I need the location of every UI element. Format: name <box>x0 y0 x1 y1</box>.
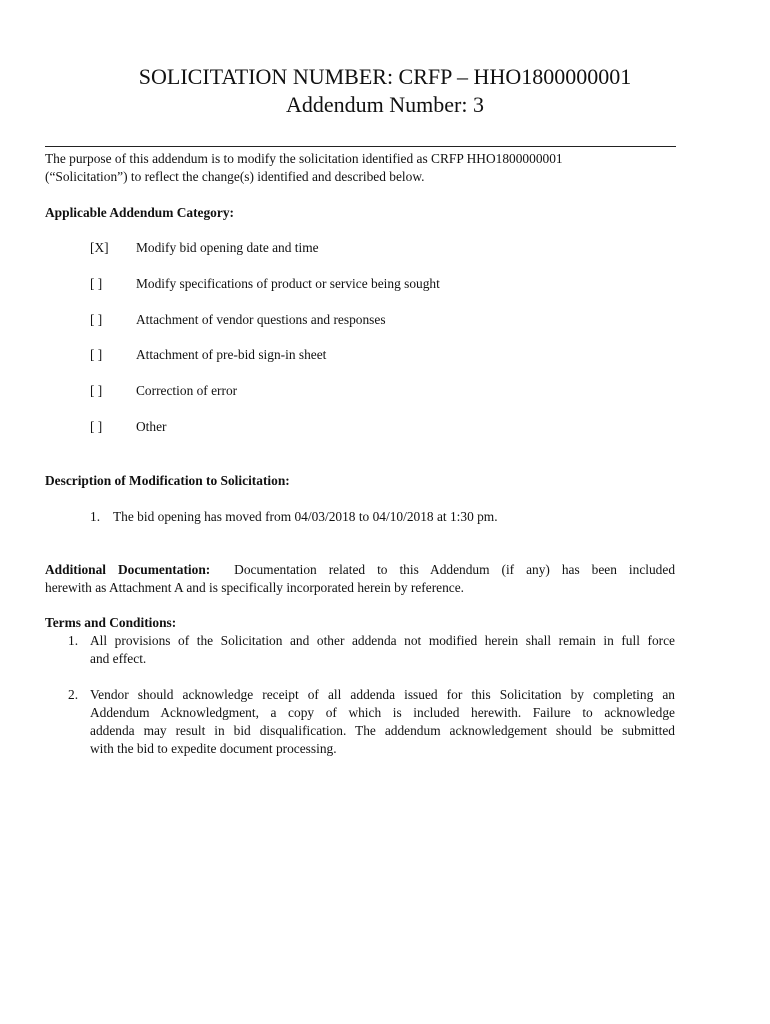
category-label: Attachment of vendor questions and responses <box>136 312 386 327</box>
header-divider <box>45 146 676 147</box>
item-line: with the bid to expedite document processing. <box>90 741 337 756</box>
item-line: All provisions of the Solicitation and other addenda not modified herein shall remain in full force <box>90 633 675 648</box>
additional-line-1 <box>45 561 675 579</box>
solicitation-number-title: SOLICITATION NUMBER: CRFP – HHO1800000001 <box>138 64 632 89</box>
category-label: Modify specifications of product or service being sought <box>136 276 440 291</box>
item-line: Vendor should acknowledge receipt of all addenda issued for this Solicitation by completing an <box>90 687 675 702</box>
additional-heading: Additional Documentation: <box>45 562 211 577</box>
description-heading: Description of Modification to Solicitation: <box>45 473 290 488</box>
checkbox-marker: [ ] <box>90 347 103 362</box>
category-label: Correction of error <box>136 383 238 398</box>
item-text <box>90 632 675 668</box>
category-label: Other <box>136 419 167 434</box>
additional-line-2: herewith as Attachment A and is specifically incorporated herein by reference. <box>45 580 465 595</box>
checkbox-marker: [X] <box>90 240 109 255</box>
item-number: 1. <box>90 509 101 524</box>
item-line: Addendum Acknowledgment, a copy of which is included herewith. Failure to acknowledge <box>90 705 675 720</box>
checkbox-marker: [ ] <box>90 276 103 291</box>
terms-heading: Terms and Conditions: <box>45 615 177 630</box>
addendum-number-title: Addendum Number: 3 <box>286 92 484 117</box>
checkbox-marker: [ ] <box>90 383 103 398</box>
category-heading: Applicable Addendum Category: <box>45 205 234 220</box>
item-line: addenda may result in bid disqualification. The addendum acknowledgement should be submitted <box>90 723 675 738</box>
additional-text: Documentation related to this Addendum (if any) has been included <box>234 562 676 577</box>
checkbox-marker: [ ] <box>90 419 103 434</box>
item-text: The bid opening has moved from 04/03/2018 to 04/10/2018 at 1:30 pm. <box>113 509 498 524</box>
category-label: Modify bid opening date and time <box>136 240 319 255</box>
checkbox-marker: [ ] <box>90 312 103 327</box>
category-label: Attachment of pre-bid sign-in sheet <box>136 347 327 362</box>
intro-line-2: (“Solicitation”) to reflect the change(s) identified and described below. <box>45 169 425 184</box>
item-text <box>90 686 675 758</box>
intro-line-1: The purpose of this addendum is to modify the solicitation identified as CRFP HHO1800000001 <box>45 151 563 166</box>
item-number: 1. <box>68 633 79 648</box>
item-number: 2. <box>68 687 79 702</box>
item-line: and effect. <box>90 651 147 666</box>
